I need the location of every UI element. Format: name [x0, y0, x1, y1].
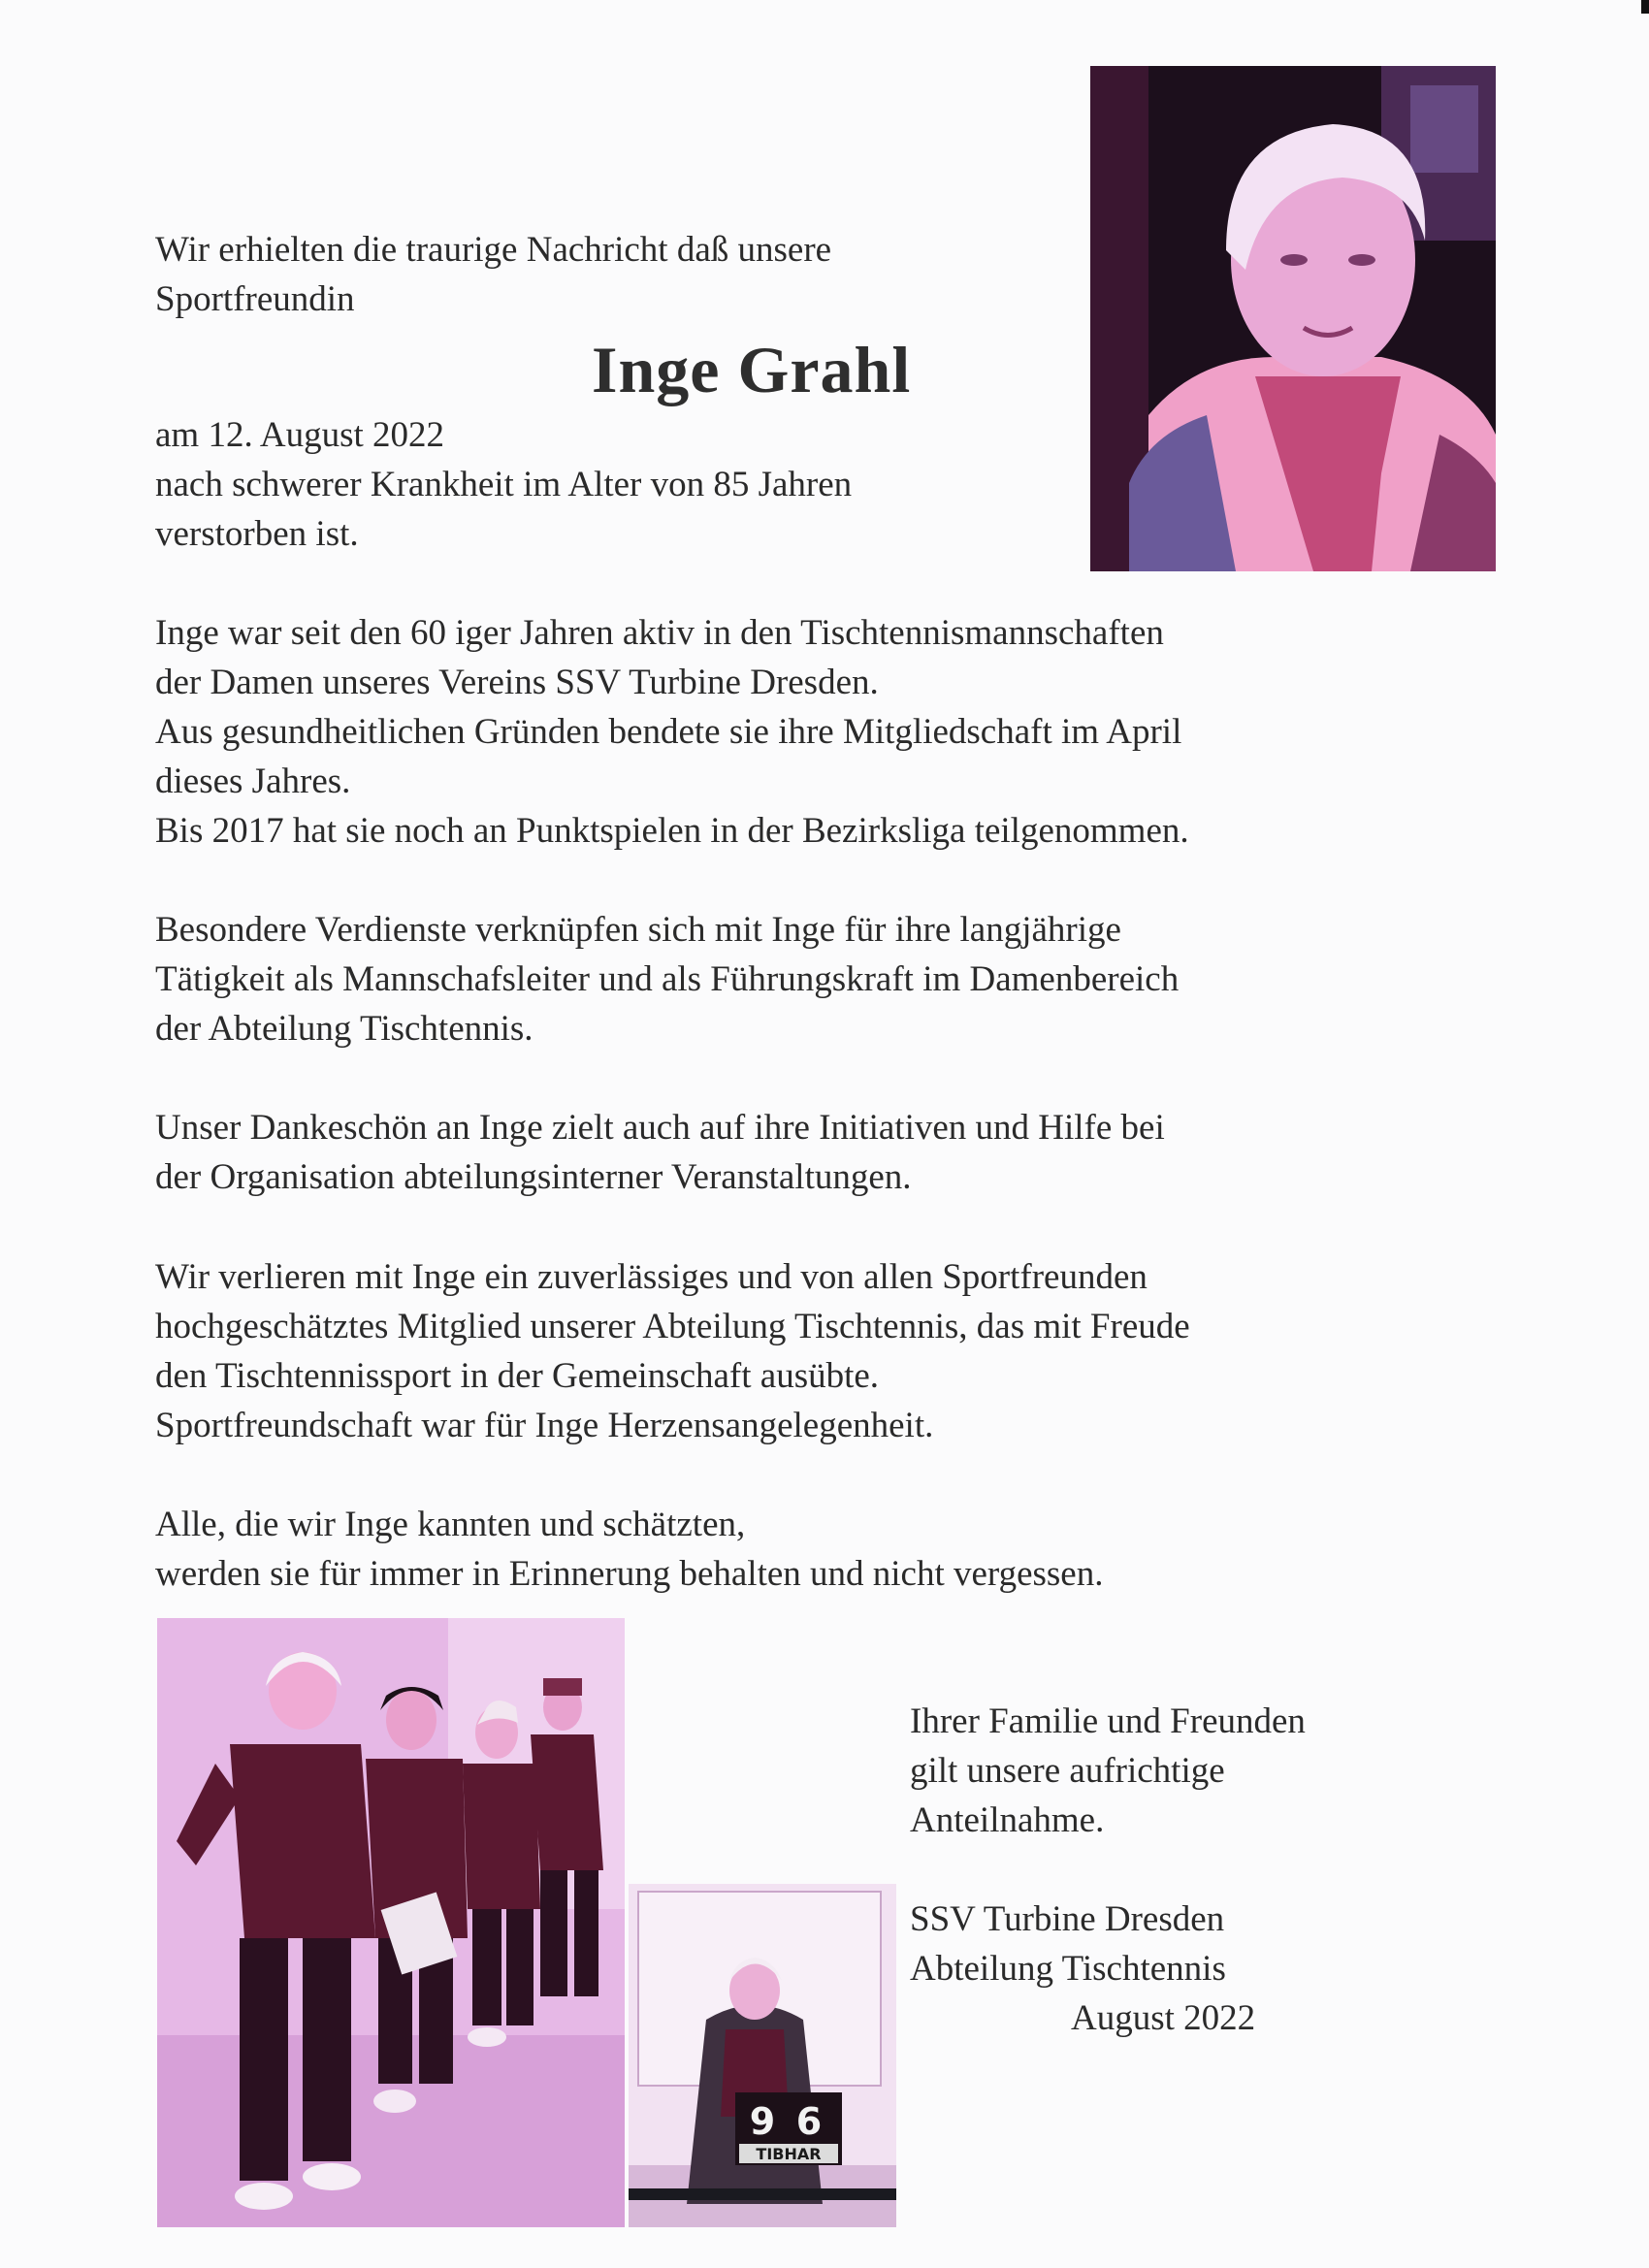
p2-line-2: Tätigkeit als Mannschafsleiter und als Führungskraft im Damenbereich	[155, 959, 1180, 999]
signature-club: SSV Turbine Dresden	[910, 1899, 1225, 1939]
scoreboard-brand: TIBHAR	[756, 2145, 822, 2163]
p4-line-4: Sportfreundschaft war für Inge Herzensangelegenheit.	[155, 1406, 934, 1445]
p1-line-4: dieses Jahres.	[155, 761, 351, 801]
p2-line-1: Besondere Verdienste verknüpfen sich mit Inge für ihre langjährige	[155, 910, 1121, 950]
condolence-line-1: Ihrer Familie und Freunden	[910, 1701, 1306, 1741]
p3-line-1: Unser Dankeschön an Inge zielt auch auf ihre Initiativen und Hilfe bei	[155, 1108, 1165, 1148]
score-left: 9	[749, 2100, 776, 2143]
deceased-name: Inge Grahl	[592, 333, 912, 406]
p1-line-2: der Damen unseres Vereins SSV Turbine Dresden.	[155, 663, 879, 702]
p1-line-5: Bis 2017 hat sie noch an Punktspielen in der Bezirksliga teilgenommen.	[155, 811, 1189, 851]
p5-line-2: werden sie für immer in Erinnerung behalten und nicht vergessen.	[155, 1554, 1104, 1594]
condolence-line-2: gilt unsere aufrichtige	[910, 1751, 1225, 1791]
p3-line-2: der Organisation abteilungsinterner Veranstaltungen.	[155, 1157, 912, 1197]
p2-line-3: der Abteilung Tischtennis.	[155, 1009, 534, 1049]
scan-edge-mark	[1641, 0, 1649, 14]
team-photo	[157, 1618, 625, 2227]
death-line-2: nach schwerer Krankheit im Alter von 85 Jahren	[155, 465, 853, 504]
death-line-1: am 12. August 2022	[155, 415, 445, 455]
p1-line-3: Aus gesundheitlichen Gründen bendete sie ihre Mitgliedschaft im April	[155, 712, 1182, 752]
p4-line-3: den Tischtennissport in der Gemeinschaft ausübte.	[155, 1356, 880, 1396]
intro-line-1: Wir erhielten die traurige Nachricht daß unsere	[155, 230, 832, 270]
signature-department: Abteilung Tischtennis	[910, 1949, 1226, 1989]
signature-date: August 2022	[1071, 1998, 1256, 2038]
death-line-3: verstorben ist.	[155, 514, 359, 554]
score-right: 6	[795, 2100, 823, 2143]
scoreboard-photo	[629, 1884, 896, 2227]
p5-line-1: Alle, die wir Inge kannten und schätzten,	[155, 1505, 746, 1544]
intro-line-2: Sportfreundin	[155, 279, 355, 319]
p4-line-2: hochgeschätztes Mitglied unserer Abteilung Tischtennis, das mit Freude	[155, 1307, 1190, 1346]
portrait-photo	[1090, 66, 1496, 571]
condolence-line-3: Anteilnahme.	[910, 1800, 1105, 1840]
p4-line-1: Wir verlieren mit Inge ein zuverlässiges und von allen Sportfreunden	[155, 1257, 1148, 1297]
p1-line-1: Inge war seit den 60 iger Jahren aktiv in den Tischtennismannschaften	[155, 613, 1164, 653]
